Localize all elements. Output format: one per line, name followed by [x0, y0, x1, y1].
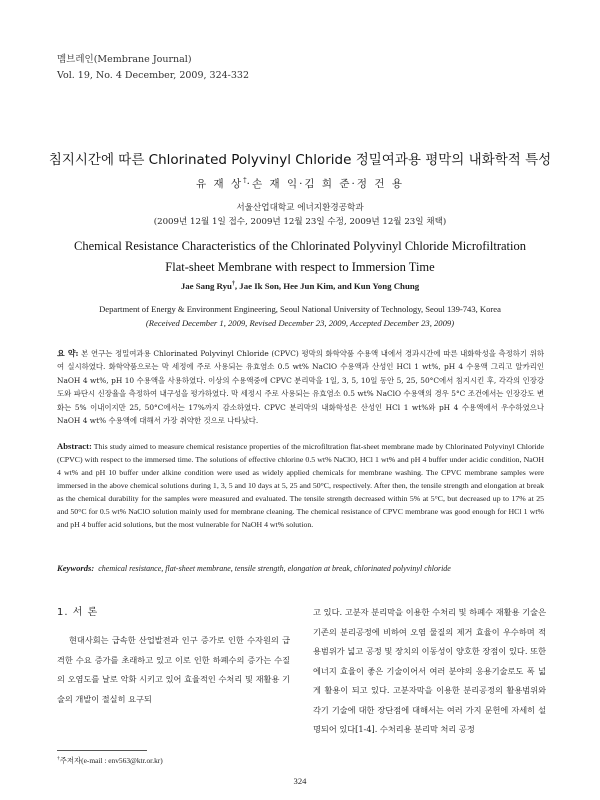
- section-heading-introduction: 1. 서 론: [57, 607, 99, 618]
- affiliation-korean-name: 서울산업대학교 에너지환경공학과: [236, 203, 364, 213]
- abstract-korean-label: 요 약:: [57, 348, 79, 358]
- received-dates: (Received December 1, 2009, Revised December 23, 2009, Accepted December 23, 2009): [145, 318, 455, 328]
- abstract-korean: [57, 347, 544, 427]
- page-number: 324: [293, 776, 307, 786]
- introduction-right-column: 고 있다. 고분자 분리막을 이용한 수처리 및 하폐수 재활용 기술은 기존의 분리공정에 비하여 오염 물질의 제거 효율이 우수하며 적용범위가 넓고 공정 및 장치의 이동성이 양호한 장점이 있다. 또한 에너지 효율이 좋은 기술이어서 여러 분야의 응용기술로도 폭 넓게 활용이 되고 있다. 고분자막을 이용한 분리공정의 활용범위와 각기 기술에 대한 장단점에 대해서는 여러 가지 문헌에 자세히 설명되어 있다[1-4]. 수처리용 분리막 처리 공정: [313, 607, 546, 734]
- corresponding-mark-english: †: [231, 281, 235, 288]
- first-author-korean: 유 재 상: [196, 178, 244, 190]
- affiliation-korean: [40, 201, 560, 229]
- first-author-english: Jae Sang Ryu: [180, 281, 232, 291]
- title-english-line2: Flat-sheet Membrane with respect to Immersion Time: [165, 260, 435, 274]
- footnote-divider: [57, 750, 147, 751]
- other-authors-korean: ·손 재 익·김 희 준·정 건 용: [246, 178, 404, 190]
- title-english-line1: Chemical Resistance Characteristics of the Chlorinated Polyvinyl Chloride Microfiltration: [74, 239, 526, 253]
- abstract-english-label: Abstract:: [57, 441, 92, 451]
- affiliation-korean-dates: (2009년 12월 1일 접수, 2009년 12월 23일 수정, 2009년 12월 23일 채택): [153, 217, 447, 227]
- authors-korean: [40, 176, 560, 191]
- abstract-english-text: This study aimed to measure chemical resistance properties of the microfiltration flat-sheet membrane made by Chlorinated Polyvinyl Chloride (CPVC) with respect to the immersed time. The solutions of effective chlorine 0.5 wt% NaClO, HCl 1 wt% and pH 4 buffer under acidic condition, NaOH 4 wt% and pH 10 buffer under alkine condition were used as widely applied chemicals for membrane washing. The CPVC membrane samples were immersed in the above chemical solutions during 1, 3, 5 and 10 days at 5, 25 and 50°C, respectively. After then, the tensile strength and elongation at break as the chemical durability for the samples were measured and evaluated. The tensile strength decreased within 5% at 5°C, but decreased up to 17% at 25 and 50°C for 0.5 wt% NaClO solution mainly used for membrane cleaning. The chemical resistance of CPVC membrane was good enough for HCl 1 wt% and pH 4 buffer acid solutions, but the most vulnerable for NaOH 4 wt% solution.: [57, 442, 544, 529]
- keywords-text: chemical resistance, flat-sheet membrane, tensile strength, elongation at break, chlorinated polyvinyl chloride: [98, 564, 451, 573]
- abstract-korean-text: 본 연구는 정밀여과용 Chlorinated Polyvinyl Chloride (CPVC) 평막의 화학약품 수용액 내에서 경과시간에 따른 내화학성을 측정하기 위하여 실시하였다. 화학약품으로는 막 세정에 주로 사용되는 유효염소 0.5 wt% NaClO 수용액과 산성인 HCl 1 wt%, pH 4 수용액 그리고 알카리인 NaOH 4 wt%, pH 10 수용액을 사용하였다. 이상의 수용액중에 CPVC 분리막을 1일, 3, 5, 10일 동안 5, 25, 50°C에서 침지시킨 후, 각각의 인장강도와 파단시 신장율을 측정하여 내구성을 평가하였다. 막 세정시 주로 사용되는 유효염소 0.5 wt% NaClO 수용액의 경우 5°C 조건에서는 인장강도 변화는 5% 이내이지만 25, 50°C에서는 17%까지 감소하였다. CPVC 분리막의 내화학성은 산성인 HCl 1 wt%와 pH 4 수용액에서 우수하였으나 NaOH 4 wt% 수용액에 대해서 가장 취약한 것으로 나타났다.: [57, 349, 544, 426]
- authors-english: [40, 281, 560, 291]
- affiliation-english: [40, 302, 560, 330]
- keywords: [57, 562, 544, 575]
- journal-issue: Vol. 19, No. 4 December, 2009, 324-332: [57, 70, 250, 81]
- keywords-label: Keywords:: [57, 563, 95, 573]
- journal-name: 멤브레인(Membrane Journal): [57, 54, 192, 65]
- abstract-english: [57, 440, 544, 531]
- footnote-text: 주저자(e-mail : env563@ktr.or.kr): [59, 756, 163, 765]
- corresponding-mark: †: [243, 176, 247, 185]
- footnote: [57, 755, 163, 766]
- title-english: [40, 236, 560, 278]
- affiliation-english-dept: Department of Energy & Environment Engineering, Seoul National University of Technology, Seoul 139-743, Korea: [99, 304, 501, 314]
- footnote-mark: †: [57, 755, 60, 762]
- journal-header: [57, 52, 249, 84]
- title-korean: 침지시간에 따른 Chlorinated Polyvinyl Chloride 정밀여과용 평막의 내화학적 특성: [48, 152, 552, 168]
- introduction-left-column: 현대사회는 급속한 산업발전과 인구 증가로 인한 수자원의 급격한 수요 증가를 초래하고 있고 이로 인한 하폐수의 증가는 수질의 오염도를 날로 악화 시키고 있어 효율적인 수처리 및 재활용 기술의 개발이 절실히 요구되: [57, 635, 290, 704]
- other-authors-english: , Jae Ik Son, Hee Jun Kim, and Kun Yong Chung: [234, 281, 420, 291]
